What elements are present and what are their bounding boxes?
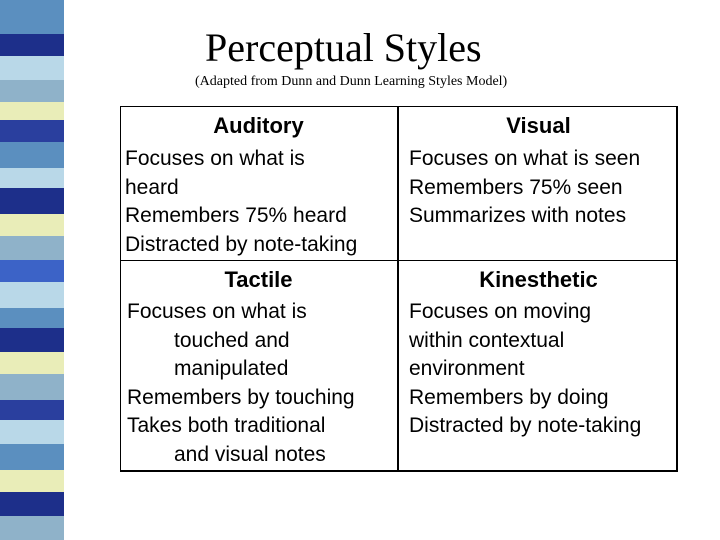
kinesthetic-heading: Kinesthetic bbox=[479, 267, 598, 292]
tactile-heading: Tactile bbox=[224, 267, 293, 292]
kinesthetic-line: within contextual bbox=[409, 328, 565, 352]
tactile-line: touched and bbox=[174, 328, 290, 352]
visual-line: Summarizes with notes bbox=[409, 204, 627, 227]
auditory-line: Focuses on what is bbox=[125, 147, 305, 170]
page-subtitle: (Adapted from Dunn and Dunn Learning Styles Model) bbox=[195, 74, 508, 89]
auditory-heading: Auditory bbox=[213, 113, 304, 138]
kinesthetic-cell bbox=[409, 298, 641, 441]
kinesthetic-line: Distracted by note-taking bbox=[409, 414, 642, 437]
auditory-line: Remembers 75% heard bbox=[125, 204, 347, 227]
tactile-line: Remembers by touching bbox=[127, 385, 355, 409]
tactile-line: Takes both traditional bbox=[127, 414, 326, 437]
kinesthetic-line: Remembers by doing bbox=[409, 385, 609, 409]
auditory-cell bbox=[125, 145, 357, 259]
tactile-line: manipulated bbox=[174, 357, 289, 380]
auditory-line: heard bbox=[125, 175, 179, 199]
visual-heading: Visual bbox=[506, 113, 571, 138]
visual-line: Focuses on what is seen bbox=[409, 147, 641, 170]
tactile-line: and visual notes bbox=[174, 442, 326, 466]
kinesthetic-line: Focuses on moving bbox=[409, 300, 592, 323]
visual-line: Remembers 75% seen bbox=[409, 175, 623, 199]
table-horizontal-divider bbox=[120, 260, 678, 261]
visual-cell bbox=[409, 145, 640, 231]
tactile-line: Focuses on what is bbox=[127, 300, 307, 323]
kinesthetic-line: environment bbox=[409, 357, 525, 380]
page-title: Perceptual Styles bbox=[205, 25, 482, 70]
tactile-cell bbox=[127, 298, 355, 469]
decorative-stripe bbox=[0, 0, 64, 540]
auditory-line: Distracted by note-taking bbox=[125, 232, 358, 256]
